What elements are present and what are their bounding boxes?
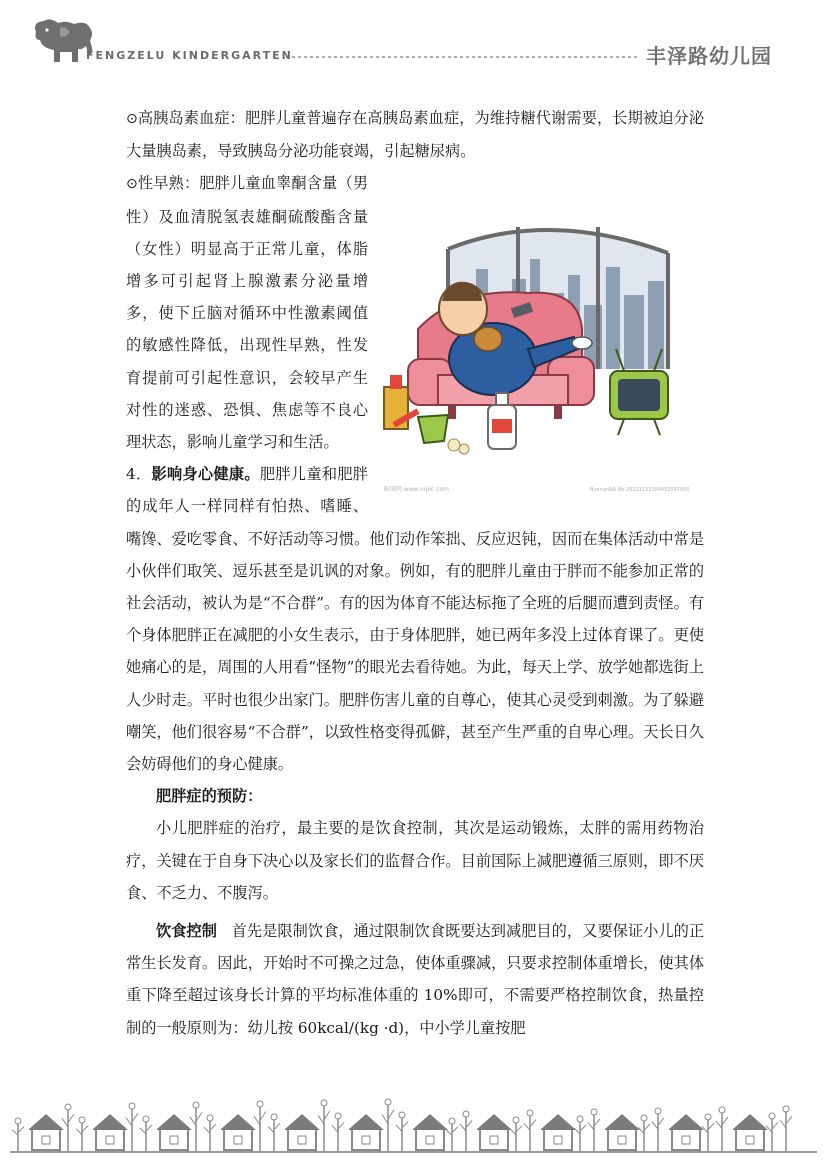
tree-branch-icon	[274, 1123, 280, 1129]
tree-branch-icon	[126, 1118, 132, 1127]
house-roof-icon	[412, 1114, 448, 1130]
document-body	[126, 102, 704, 1044]
tree-branch-icon	[644, 1124, 650, 1130]
mental-health-heading: 影响身心健康。	[151, 465, 260, 484]
tree-top-icon	[705, 1114, 711, 1120]
house-roof-icon	[732, 1114, 768, 1130]
prevention-heading: 肥胖症的预防：	[156, 787, 263, 806]
tree-branch-icon	[772, 1122, 778, 1129]
tree-top-icon	[65, 1104, 71, 1110]
tree-branch-icon	[268, 1126, 274, 1132]
watermark-right: ByerianBA No.20131123104432597000	[590, 487, 690, 494]
tree-top-icon	[321, 1100, 327, 1106]
tree-top-icon	[719, 1107, 725, 1113]
tree-branch-icon	[594, 1119, 600, 1126]
tree-branch-icon	[652, 1122, 658, 1130]
tree-top-icon	[463, 1111, 469, 1117]
tree-branch-icon	[62, 1118, 68, 1126]
tree-top-icon	[193, 1102, 199, 1108]
tree-branch-icon	[146, 1125, 152, 1131]
tree-branch-icon	[716, 1121, 722, 1129]
tree-branch-icon	[210, 1124, 216, 1130]
tree-branch-icon	[466, 1121, 472, 1128]
tree-branch-icon	[722, 1117, 728, 1125]
tree-branch-icon	[132, 1113, 138, 1122]
header-dashed-rule	[286, 56, 640, 58]
tree-top-icon	[655, 1108, 661, 1114]
house-roof-icon	[540, 1114, 576, 1130]
tree-top-icon	[577, 1116, 583, 1122]
tree-top-icon	[513, 1117, 519, 1123]
paragraph-diet-control: 饮食控制 首先是限制饮食，通过限制饮食既要达到减肥目的，又要保证小儿的正常生长发育。因此，开始时不可操之过急，使体重骤减，只要求控制体重增长，使其体重下降至超过该身长计算的平均标准体重的 10%即可，不需要严格控制饮食，热量控制的一般原则为：幼儿按 60kcal/(kg ·d)，中小学儿童按肥	[126, 922, 705, 1037]
tree-branch-icon	[204, 1127, 210, 1133]
tree-top-icon	[271, 1114, 277, 1120]
tree-top-icon	[769, 1113, 775, 1119]
house-roof-icon	[156, 1114, 192, 1130]
tree-branch-icon	[638, 1127, 644, 1133]
cartoon-obese-man-on-sofa-illustration	[378, 209, 708, 497]
house-roof-icon	[668, 1114, 704, 1130]
house-window-icon	[42, 1136, 50, 1144]
tree-branch-icon	[708, 1123, 714, 1129]
house-roof-icon	[284, 1114, 320, 1130]
house-window-icon	[106, 1136, 114, 1144]
tree-top-icon	[257, 1101, 263, 1107]
tree-branch-icon	[786, 1116, 792, 1124]
tree-branch-icon	[18, 1127, 24, 1133]
tree-branch-icon	[460, 1124, 466, 1131]
tree-top-icon	[207, 1115, 213, 1121]
tree-branch-icon	[516, 1126, 522, 1132]
tree-branch-icon	[190, 1117, 196, 1126]
tree-branch-icon	[338, 1122, 344, 1129]
tree-top-icon	[783, 1106, 789, 1112]
tree-branch-icon	[382, 1114, 388, 1123]
page-footer-decoration	[0, 1092, 827, 1170]
tree-branch-icon	[766, 1126, 772, 1133]
house-window-icon	[170, 1136, 178, 1144]
house-window-icon	[554, 1136, 562, 1144]
paragraph-hyperinsulinemia: ⊙高胰岛素血症：肥胖儿童普遍存在高胰岛素血症，为维持糖代谢需要，长期被迫分泌大量胰岛素，导致胰岛分泌功能衰竭，引起糖尿病。	[126, 109, 704, 161]
tree-branch-icon	[318, 1115, 324, 1124]
tree-branch-icon	[260, 1112, 266, 1121]
tree-top-icon	[79, 1117, 85, 1123]
house-roof-icon	[476, 1114, 512, 1130]
tree-branch-icon	[140, 1128, 146, 1134]
house-roof-icon	[604, 1114, 640, 1130]
tree-top-icon	[335, 1113, 341, 1119]
tree-branch-icon	[324, 1111, 330, 1120]
tree-branch-icon	[402, 1121, 408, 1128]
tree-branch-icon	[76, 1129, 82, 1135]
tree-branch-icon	[446, 1130, 452, 1136]
footer-trees-houses-illustration	[0, 1092, 827, 1170]
kindergarten-name-en: FENGZELU KINDERGARTEN	[86, 49, 293, 62]
tree-branch-icon	[530, 1120, 536, 1127]
tree-branch-icon	[510, 1129, 516, 1135]
paragraph-mental-health: 4．影响身心健康。肥胖儿童和肥胖的成年人一样同样有怕热、嗜睡、嘴馋、爱吃零食、不好活动等习惯。他们动作笨拙、反应迟钝，因而在集体活动中常是小伙伴们取笑、逗乐甚至是讥讽的对象。例如，有的肥胖儿童由于胖而不能参加正常的社会活动，被认为是“不合群”。有的因为体育不能达标拖了全班的后腿而遭到责怪。有个身体肥胖正在减肥的小女生表示，由于身体肥胖，她已两年多没上过体育课了。更使她痛心的是，周围的人用看“怪物”的眼光去看待她。为此，每天上学、放学她都选街上人少时走。平时也很少出家门。肥胖伤害儿童的自尊心，使其心灵受到刺激。为了躲避嘲笑，他们很容易“不合群”，以致性格变得孤僻，甚至产生严重的自卑心理。天长日久会妨碍他们的身心健康。	[126, 465, 704, 774]
page-header	[0, 0, 827, 90]
paragraph-treatment: 小儿肥胖症的治疗，最主要的是饮食控制，其次是运动锻炼，太胖的需用药物治疗，关键在于自身下决心以及家长们的监督合作。目前国际上减肥遵循三原则，即不厌食、不乏力、不腹泻。	[126, 819, 704, 902]
tree-branch-icon	[68, 1114, 74, 1122]
tree-top-icon	[527, 1110, 533, 1116]
tree-branch-icon	[396, 1125, 402, 1132]
tree-branch-icon	[196, 1112, 202, 1121]
tree-branch-icon	[332, 1126, 338, 1133]
house-roof-icon	[220, 1114, 256, 1130]
tree-branch-icon	[12, 1130, 18, 1136]
tree-top-icon	[399, 1112, 405, 1118]
tree-branch-icon	[82, 1126, 88, 1132]
house-window-icon	[618, 1136, 626, 1144]
house-window-icon	[490, 1136, 498, 1144]
illustration-svg	[378, 209, 708, 497]
tree-top-icon	[591, 1109, 597, 1115]
house-window-icon	[426, 1136, 434, 1144]
house-window-icon	[746, 1136, 754, 1144]
paragraph-precocious-puberty: ⊙性早熟：肥胖儿童血睾酮含量（男性）及血清脱氢表雄酮硫酸酯含量（女性）明显高于正常儿童，体脂增多可引起肾上腺激素分泌量增多，使下丘脑对循环中性激素阈值的敏感性降低，出现性早熟，性发育提前可引起性意识，会较早产生对性的迷惑、恐惧、焦虑等不良心理状态，影响儿童学习和生活。	[126, 174, 368, 452]
house-roof-icon	[92, 1114, 128, 1130]
house-roof-icon	[28, 1114, 64, 1130]
kindergarten-name-cn: 丰泽路幼儿园	[646, 44, 772, 68]
tree-top-icon	[641, 1115, 647, 1121]
tree-branch-icon	[524, 1123, 530, 1130]
tree-branch-icon	[254, 1116, 260, 1125]
tree-branch-icon	[574, 1128, 580, 1134]
house-window-icon	[682, 1136, 690, 1144]
house-window-icon	[234, 1136, 242, 1144]
tree-top-icon	[15, 1118, 21, 1124]
tree-top-icon	[143, 1116, 149, 1122]
house-window-icon	[362, 1136, 370, 1144]
tree-branch-icon	[658, 1118, 664, 1126]
tree-top-icon	[449, 1118, 455, 1124]
tree-branch-icon	[780, 1120, 786, 1128]
bullet-circle-icon: ⊙	[126, 111, 138, 127]
tree-branch-icon	[388, 1110, 394, 1119]
tree-branch-icon	[580, 1125, 586, 1131]
diet-control-heading: 饮食控制	[156, 922, 217, 941]
watermark-left: 昵图网 www.nipic.com	[384, 486, 449, 494]
house-roof-icon	[348, 1114, 384, 1130]
bullet-circle-icon: ⊙	[126, 176, 138, 193]
tree-top-icon	[129, 1103, 135, 1109]
tree-branch-icon	[452, 1127, 458, 1133]
tree-top-icon	[385, 1099, 391, 1105]
tree-branch-icon	[588, 1122, 594, 1129]
house-window-icon	[298, 1136, 306, 1144]
